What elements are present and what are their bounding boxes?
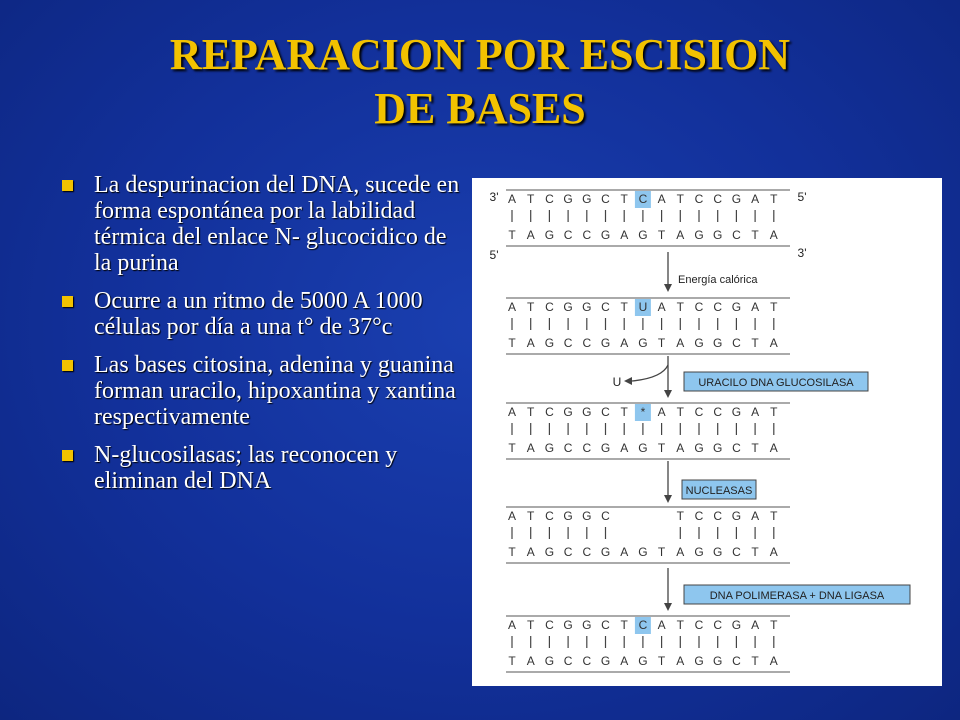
top-strand-base: G (582, 405, 592, 419)
bullet-square-icon (62, 296, 73, 307)
top-strand-base: A (657, 618, 666, 632)
top-strand-base: A (507, 192, 517, 206)
bottom-strand-base: T (657, 654, 666, 668)
bottom-strand-base: T (751, 654, 759, 668)
top-strand-base: T (676, 192, 684, 206)
dna-repair-diagram (472, 178, 942, 686)
dna-repair-figure (472, 178, 942, 686)
top-strand-base: C (694, 405, 704, 419)
bottom-strand-base: A (676, 441, 685, 455)
bottom-strand-base: T (751, 336, 759, 350)
top-strand-base: T (676, 509, 684, 523)
top-strand-base: G (582, 192, 592, 206)
bottom-strand-base: T (657, 441, 666, 455)
top-strand-base: T (527, 300, 535, 314)
bottom-strand-base: T (508, 441, 516, 455)
bottom-strand-base: G (713, 545, 723, 559)
top-strand-base: T (620, 192, 628, 206)
bullet-text: Ocurre a un ritmo de 5000 A 1000 células por día a una t° de 37°c (94, 288, 423, 340)
top-strand-base: T (527, 618, 535, 632)
bottom-strand-base: C (582, 336, 592, 350)
strand-end-label: 5' (797, 190, 807, 204)
bottom-strand-base: A (769, 441, 778, 455)
top-strand-base: G (731, 509, 742, 523)
top-strand-base: A (657, 300, 666, 314)
strand-end-label: 5' (489, 248, 499, 262)
bottom-strand-base: A (769, 654, 778, 668)
bullet-text: La despurinacion del DNA, sucede en forma espontánea por la labilidad térmica del enlace N- glucocidico de la purina (94, 172, 460, 276)
bottom-strand-base: A (676, 228, 685, 242)
top-strand-base: G (563, 618, 573, 632)
top-strand-base: G (731, 405, 742, 419)
top-strand-base: A (657, 192, 666, 206)
top-strand-base: T (676, 300, 684, 314)
bottom-strand-base: G (694, 441, 704, 455)
title-line-2: DE BASES (374, 84, 586, 133)
top-strand-base: T (620, 405, 628, 419)
bottom-strand-base: G (600, 654, 611, 668)
top-strand-base: T (676, 405, 684, 419)
top-strand-base: G (582, 509, 592, 523)
bottom-strand-base: A (620, 336, 629, 350)
bottom-strand-base: G (600, 336, 611, 350)
bottom-strand-base: C (563, 441, 573, 455)
bottom-strand-base: T (657, 336, 666, 350)
top-strand-base: T (770, 405, 778, 419)
bottom-strand-base: T (508, 336, 516, 350)
top-strand-base: C (713, 300, 723, 314)
bottom-strand-base: T (751, 441, 759, 455)
bullet-square-icon (62, 360, 73, 371)
bullet-square-icon (62, 450, 73, 461)
bottom-strand-base: G (638, 441, 648, 455)
bottom-strand-base: G (694, 228, 704, 242)
top-strand-base: G (563, 509, 573, 523)
bottom-strand-base: A (769, 228, 778, 242)
bottom-strand-base: A (620, 228, 629, 242)
bottom-strand-base: T (508, 654, 516, 668)
step-label-energia: Energía calórica (678, 274, 758, 286)
bottom-strand-base: G (713, 228, 723, 242)
bottom-strand-base: A (676, 336, 685, 350)
top-strand-base: G (563, 192, 573, 206)
top-strand-base: C (694, 300, 704, 314)
top-strand-base: T (770, 509, 778, 523)
bottom-strand-base: G (713, 441, 723, 455)
top-strand-base: A (751, 618, 760, 632)
strand-end-label: 3' (797, 246, 807, 260)
slide-title (0, 28, 960, 136)
bottom-strand-base: A (620, 545, 629, 559)
bottom-strand-base: C (732, 545, 741, 559)
top-strand-base: A (507, 405, 517, 419)
top-strand-base: C (601, 509, 610, 523)
bottom-strand-base: C (582, 228, 592, 242)
arrow-down-icon (664, 390, 672, 398)
top-strand-base: C (601, 192, 610, 206)
top-strand-base: G (731, 300, 742, 314)
top-strand-base: A (507, 509, 517, 523)
top-strand-base: T (620, 300, 628, 314)
top-strand-base: C (713, 192, 723, 206)
bottom-strand-base: C (563, 228, 573, 242)
top-strand-base: A (751, 405, 760, 419)
top-strand-base: C (545, 509, 554, 523)
top-strand-base: C (545, 300, 554, 314)
bottom-strand-base: A (620, 441, 629, 455)
top-strand-base: C (601, 618, 610, 632)
bottom-strand-base: C (582, 441, 592, 455)
bottom-strand-base: G (600, 441, 611, 455)
released-base-label: U (612, 375, 622, 389)
bullet-item (60, 352, 460, 430)
top-strand-base: T (527, 405, 535, 419)
top-strand-base: G (582, 300, 592, 314)
top-strand-base: T (770, 192, 778, 206)
top-strand-base: C (694, 509, 704, 523)
bottom-strand-base: A (526, 545, 535, 559)
arrow-left-icon (624, 377, 632, 385)
bottom-strand-base: C (732, 336, 741, 350)
top-strand-base: A (751, 192, 760, 206)
bottom-strand-base: G (600, 545, 611, 559)
arrow-down-icon (664, 284, 672, 292)
bottom-strand-base: G (638, 545, 648, 559)
bottom-strand-base: C (582, 545, 592, 559)
bottom-strand-base: A (676, 545, 685, 559)
bottom-strand-base: A (526, 441, 535, 455)
bottom-strand-base: G (544, 545, 555, 559)
bottom-strand-base: C (732, 654, 741, 668)
top-strand-base: C (601, 405, 610, 419)
bottom-strand-base: T (657, 545, 666, 559)
arrow-down-icon (664, 495, 672, 503)
bottom-strand-base: T (508, 228, 516, 242)
top-strand-base: C (694, 192, 704, 206)
title-line-1: REPARACION POR ESCISION (169, 30, 791, 79)
release-arrow (632, 365, 668, 381)
top-strand-base: T (770, 618, 778, 632)
top-strand-base: * (640, 405, 646, 419)
bullet-text: N-glucosilasas; las reconocen y eliminan del DNA (94, 442, 398, 494)
top-strand-base: C (713, 618, 723, 632)
arrow-down-icon (664, 603, 672, 611)
top-strand-base: C (601, 300, 610, 314)
enzyme-label-glucosilasa: URACILO DNA GLUCOSILASA (698, 377, 854, 389)
bottom-strand-base: T (657, 228, 666, 242)
top-strand-base: A (507, 618, 517, 632)
top-strand-base: C (545, 618, 554, 632)
top-strand-base: T (770, 300, 778, 314)
top-strand-base: A (751, 300, 760, 314)
bottom-strand-base: G (544, 228, 555, 242)
top-strand-base: C (713, 405, 723, 419)
bottom-strand-base: G (544, 336, 555, 350)
bottom-strand-base: C (582, 654, 592, 668)
bottom-strand-base: G (713, 654, 723, 668)
top-strand-base: C (545, 192, 554, 206)
bottom-strand-base: G (638, 654, 648, 668)
top-strand-base: G (582, 618, 592, 632)
bottom-strand-base: T (508, 545, 516, 559)
top-strand-base: T (527, 192, 535, 206)
enzyme-label-polimerasa-ligasa: DNA POLIMERASA + DNA LIGASA (709, 590, 885, 602)
bullet-item (60, 172, 460, 276)
bottom-strand-base: G (638, 336, 648, 350)
bullet-item (60, 288, 460, 340)
bottom-strand-base: T (751, 545, 759, 559)
bottom-strand-base: C (563, 654, 573, 668)
bottom-strand-base: G (694, 336, 704, 350)
bottom-strand-base: A (620, 654, 629, 668)
bullet-square-icon (62, 180, 73, 191)
top-strand-base: T (620, 618, 628, 632)
bottom-strand-base: G (600, 228, 611, 242)
top-strand-base: C (545, 405, 554, 419)
bottom-strand-base: A (769, 545, 778, 559)
bottom-strand-base: C (732, 228, 741, 242)
bottom-strand-base: C (732, 441, 741, 455)
bottom-strand-base: A (676, 654, 685, 668)
bottom-strand-base: A (769, 336, 778, 350)
bottom-strand-base: G (694, 654, 704, 668)
strand-end-label: 3' (489, 190, 499, 204)
top-strand-base: T (527, 509, 535, 523)
top-strand-base: G (563, 405, 573, 419)
top-strand-base: A (657, 405, 666, 419)
bottom-strand-base: A (526, 228, 535, 242)
enzyme-label-nucleasas: NUCLEASAS (685, 485, 753, 497)
bullet-text: Las bases citosina, adenina y guanina forman uracilo, hipoxantina y xantina respectivamente (94, 352, 456, 430)
top-strand-base: A (751, 509, 760, 523)
bottom-strand-base: A (526, 654, 535, 668)
bottom-strand-base: G (638, 228, 648, 242)
top-strand-base: C (713, 509, 723, 523)
top-strand-base: C (638, 192, 648, 206)
top-strand-base: G (731, 192, 742, 206)
bottom-strand-base: A (526, 336, 535, 350)
top-strand-base: G (731, 618, 742, 632)
bottom-strand-base: C (563, 545, 573, 559)
top-strand-base: U (638, 300, 648, 314)
bottom-strand-base: G (694, 545, 704, 559)
bottom-strand-base: G (544, 441, 555, 455)
top-strand-base: A (507, 300, 517, 314)
top-strand-base: C (694, 618, 704, 632)
bottom-strand-base: G (544, 654, 555, 668)
top-strand-base: C (638, 618, 648, 632)
top-strand-base: T (676, 618, 684, 632)
bullet-item (60, 442, 460, 494)
bottom-strand-base: C (563, 336, 573, 350)
bullet-list (60, 172, 460, 506)
bottom-strand-base: T (751, 228, 759, 242)
top-strand-base: G (563, 300, 573, 314)
bottom-strand-base: G (713, 336, 723, 350)
